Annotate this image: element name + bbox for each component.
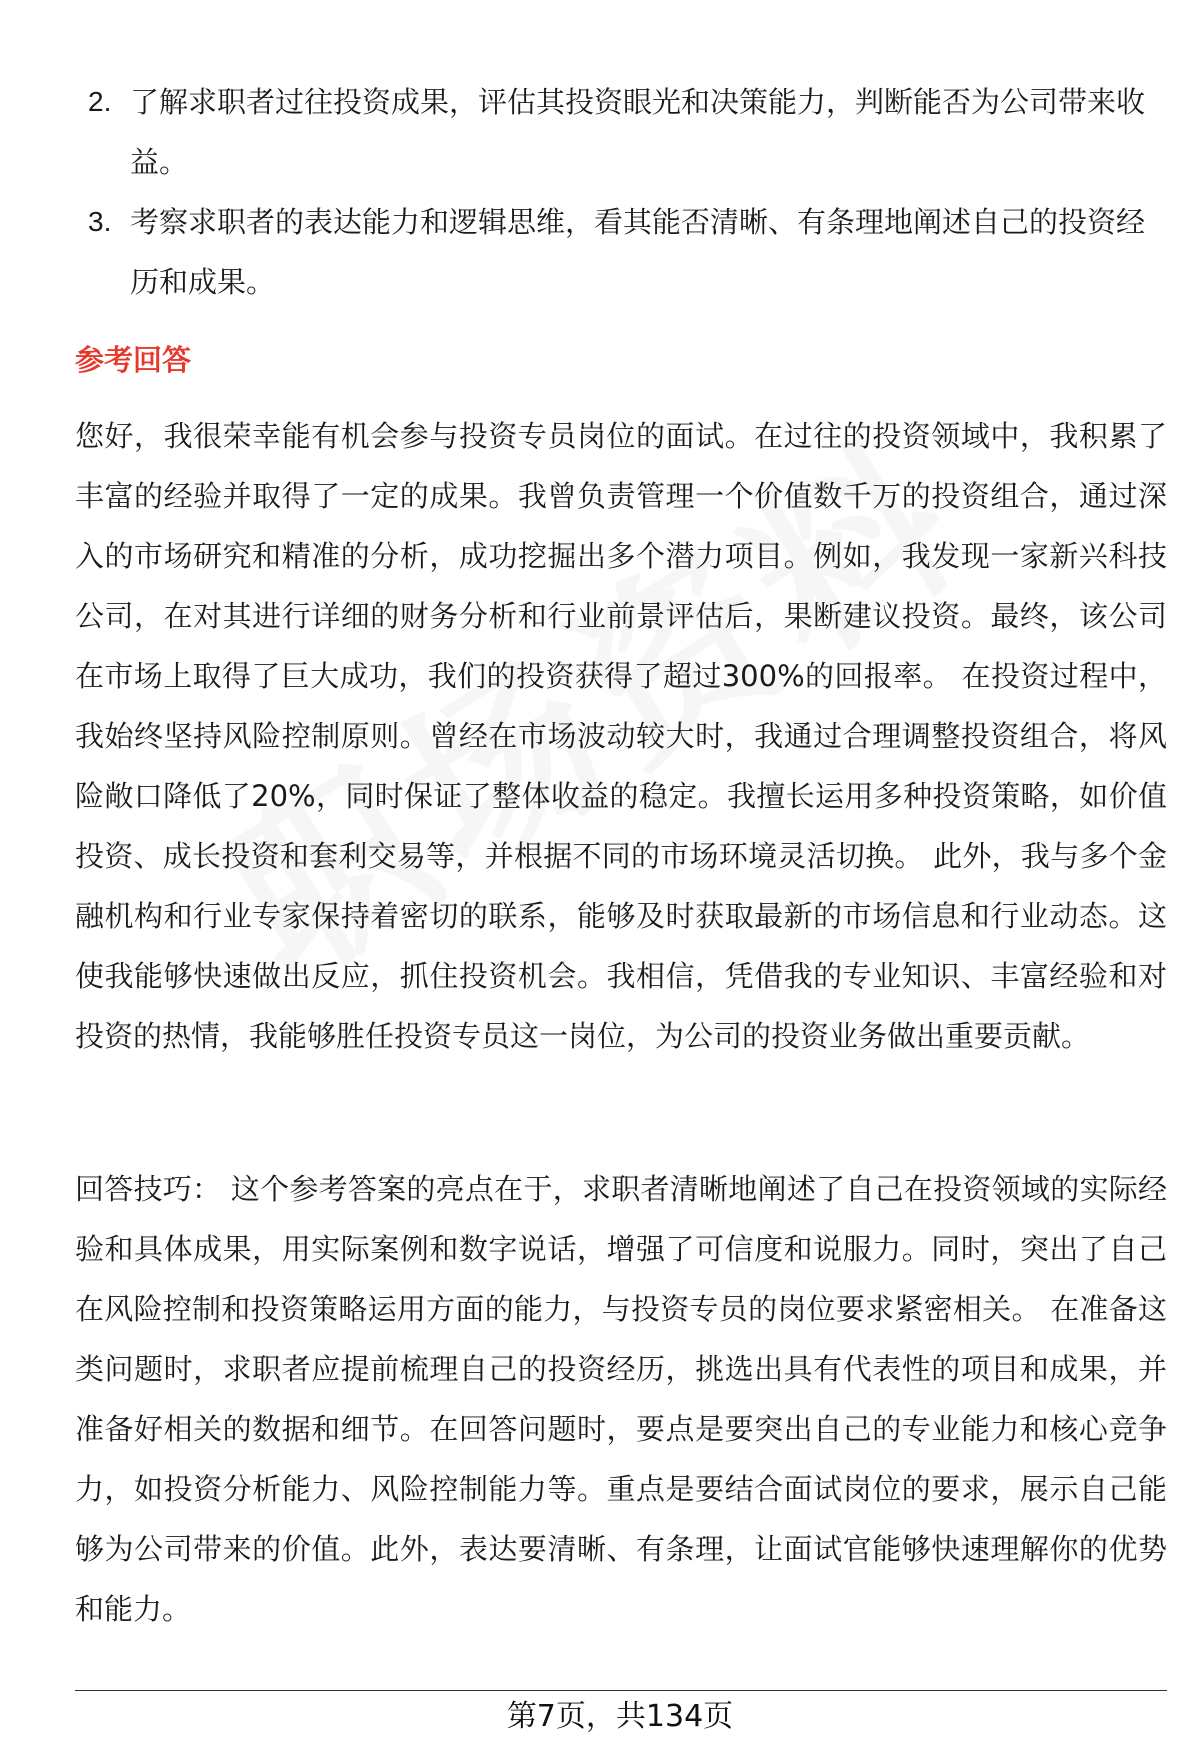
reference-answer-paragraph: 您好，我很荣幸能有机会参与投资专员岗位的面试。在过往的投资领域中，我积累了丰富的经验并取得了一定的成果。我曾负责管理一个价值数千万的投资组合，通过深入的市场研究和精准的分析，成功挖掘出多个潜力项目。例如，我发现一家新兴科技公司，在对其进行详细的财务分析和行业前景评估后，果断建议投资。最终，该公司在市场上取得了巨大成功，我们的投资获得了超过300%的回报率。 在投资过程中，我始终坚持风险控制原则。曾经在市场波动较大时，我通过合理调整投资组合，将风险敞口降低了20%，同时保证了整体收益的稳定。我擅长运用多种投资策略，如价值投资、成长投资和套利交易等，并根据不同的市场环境灵活切换。 此外，我与多个金融机构和行业专家保持着密切的联系，能够及时获取最新的市场信息和行业动态。这使我能够快速做出反应，抓住投资机会。我相信，凭借我的专业知识、丰富经验和对投资的热情，我能够胜任投资专员这一岗位，为公司的投资业务做出重要贡献。 — [75, 419, 1167, 1053]
list-item-text: 考察求职者的表达能力和逻辑思维，看其能否清晰、有条理地阐述自己的投资经历和成果。 — [130, 205, 1146, 299]
page-number: 第7页，共134页 — [506, 1699, 734, 1734]
reference-answer-heading: 参考回答 — [75, 343, 192, 377]
footer-divider — [75, 1690, 1167, 1691]
list-item — [88, 192, 1168, 312]
answer-tips-paragraph: 回答技巧： 这个参考答案的亮点在于，求职者清晰地阐述了自己在投资领域的实际经验和具体成果，用实际案例和数字说话，增强了可信度和说服力。同时，突出了自己在风险控制和投资策略运用方面的能力，与投资专员的岗位要求紧密相关。 在准备这类问题时，求职者应提前梳理自己的投资经历，挑选出具有代表性的项目和成果，并准备好相关的数据和细节。在回答问题时，要点是要突出自己的专业能力和核心竞争力，如投资分析能力、风险控制能力等。重点是要结合面试岗位的要求，展示自己能够为公司带来的价值。此外，表达要清晰、有条理，让面试官能够快速理解你的优势和能力。 — [75, 1172, 1167, 1626]
list-item-text: 了解求职者过往投资成果，评估其投资眼光和决策能力，判断能否为公司带来收益。 — [130, 85, 1146, 179]
criteria-list — [88, 72, 1168, 312]
list-item-number: 2. — [88, 86, 112, 117]
list-item — [88, 72, 1168, 192]
list-item-number: 3. — [88, 206, 112, 237]
